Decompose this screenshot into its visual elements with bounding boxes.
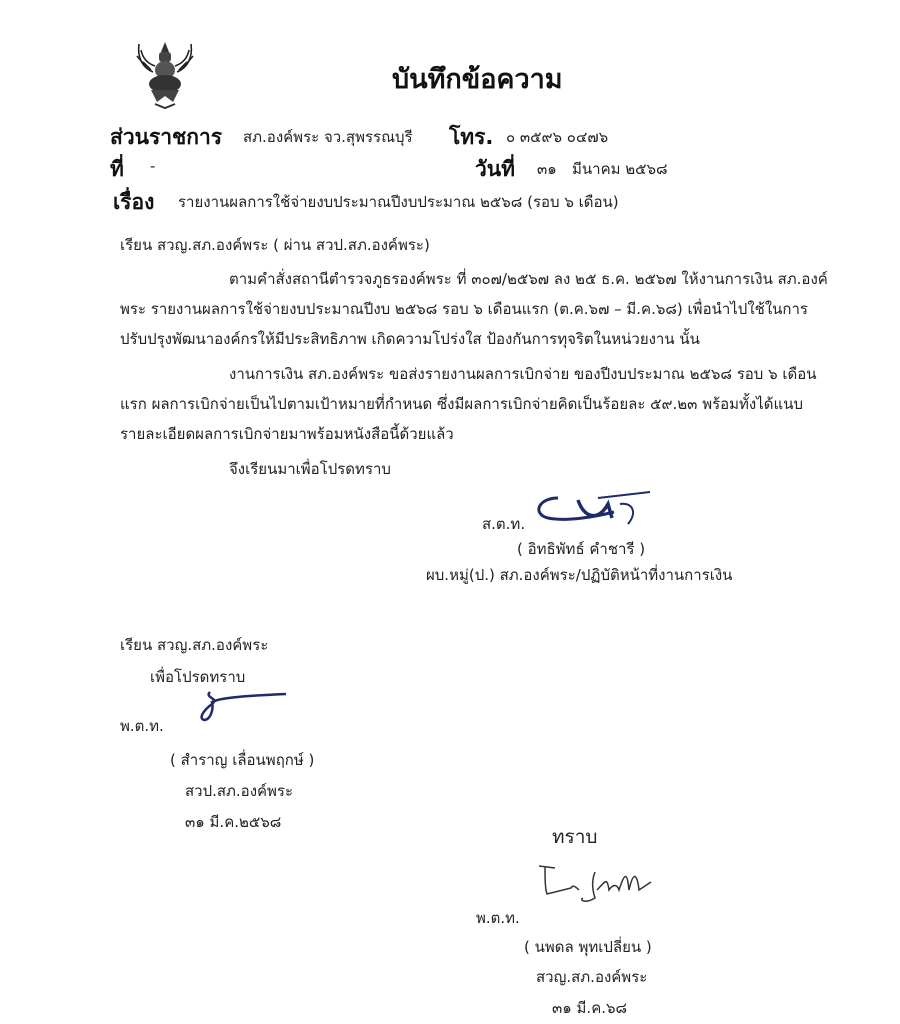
endorsement2-signature-icon: [535, 862, 665, 908]
endorsement1-position: สวป.สภ.องค์พระ: [185, 782, 294, 800]
endorsement2-note: ทราบ: [552, 826, 598, 848]
subject-value: รายงานผลการใช้จ่ายงบประมาณปีงบประมาณ ๒๕๖๘ (รอบ ๖ เดือน): [178, 193, 619, 211]
signer1-position: ผบ.หมู่(ป.) สภ.องค์พระ/ปฏิบัติหน้าที่งานการเงิน: [426, 566, 733, 584]
paragraph2-line: งานการเงิน สภ.องค์พระ ขอส่งรายงานผลการเบิกจ่าย ของปีงบประมาณ ๒๕๖๘ รอบ ๖ เดือน: [229, 365, 817, 383]
phone-value: ๐ ๓๕๙๖ ๐๔๗๖: [506, 128, 609, 146]
endorsement1-name: ( สำราญ เลื่อนพฤกษ์ ): [170, 751, 315, 769]
endorsement2-position: สวญ.สภ.องค์พระ: [536, 968, 648, 986]
agency-value: สภ.องค์พระ จว.สุพรรณบุรี: [243, 128, 413, 146]
closing-line: จึงเรียนมาเพื่อโปรดทราบ: [229, 460, 391, 478]
paragraph1-line: ตามคำสั่งสถานีตำรวจภูธรองค์พระ ที่ ๓๐๗/๒๕๖๗ ลง ๒๕ ธ.ค. ๒๕๖๗ ให้งานการเงิน สภ.องค์: [229, 270, 828, 288]
reference-label: ที่: [110, 157, 124, 181]
endorsement2-name: ( นพดล พุทเปลี่ยน ): [524, 938, 652, 956]
paragraph1-line: พระ รายงานผลการใช้จ่ายงบประมาณปีงบ ๒๕๖๘ รอบ ๖ เดือนแรก (ต.ค.๖๗ – มี.ค.๖๘) เพื่อนำไปใช้ในการ: [120, 300, 808, 318]
endorsement2-date: ๓๑ มี.ค.๖๘: [552, 999, 628, 1017]
date-month-year: มีนาคม ๒๕๖๘: [572, 160, 668, 178]
endorsement1-date: ๓๑ มี.ค.๒๕๖๘: [185, 813, 282, 831]
signer1-name: ( อิทธิพัทธ์ คำชารี ): [517, 540, 646, 558]
garuda-emblem-icon: [133, 38, 197, 110]
endorsement1-to: เรียน สวญ.สภ.องค์พระ: [120, 636, 269, 654]
paragraph1-line: ปรับปรุงพัฒนาองค์กรให้มีประสิทธิภาพ เกิดความโปร่งใส ป้องกันการทุจริตในหน่วยงาน นั้น: [120, 330, 700, 348]
date-label: วันที่: [475, 157, 515, 181]
endorsement1-note: เพื่อโปรดทราบ: [150, 668, 246, 686]
salutation: เรียน สวญ.สภ.องค์พระ ( ผ่าน สวป.สภ.องค์พระ): [120, 236, 430, 254]
date-day: ๓๑: [537, 160, 557, 178]
endorsement2-rank: พ.ต.ท.: [476, 909, 520, 927]
signer1-signature-icon: [528, 488, 658, 534]
agency-label: ส่วนราชการ: [110, 125, 223, 149]
reference-value: -: [150, 157, 156, 175]
paragraph2-line: รายละเอียดผลการเบิกจ่ายมาพร้อมหนังสือนี้ด้วยแล้ว: [120, 425, 454, 443]
memo-title: บันทึกข้อความ: [392, 64, 563, 95]
paragraph2-line: แรก ผลการเบิกจ่ายเป็นไปตามเป้าหมายที่กำหนด ซึ่งมีผลการเบิกจ่ายคิดเป็นร้อยละ ๕๙.๒๓ พร้อมทั้งได้แนบ: [120, 395, 803, 413]
signer1-rank: ส.ต.ท.: [482, 515, 526, 533]
endorsement1-rank: พ.ต.ท.: [120, 717, 164, 735]
phone-label: โทร.: [449, 125, 494, 149]
subject-label: เรื่อง: [113, 190, 155, 214]
endorsement1-signature-icon: [190, 684, 290, 728]
